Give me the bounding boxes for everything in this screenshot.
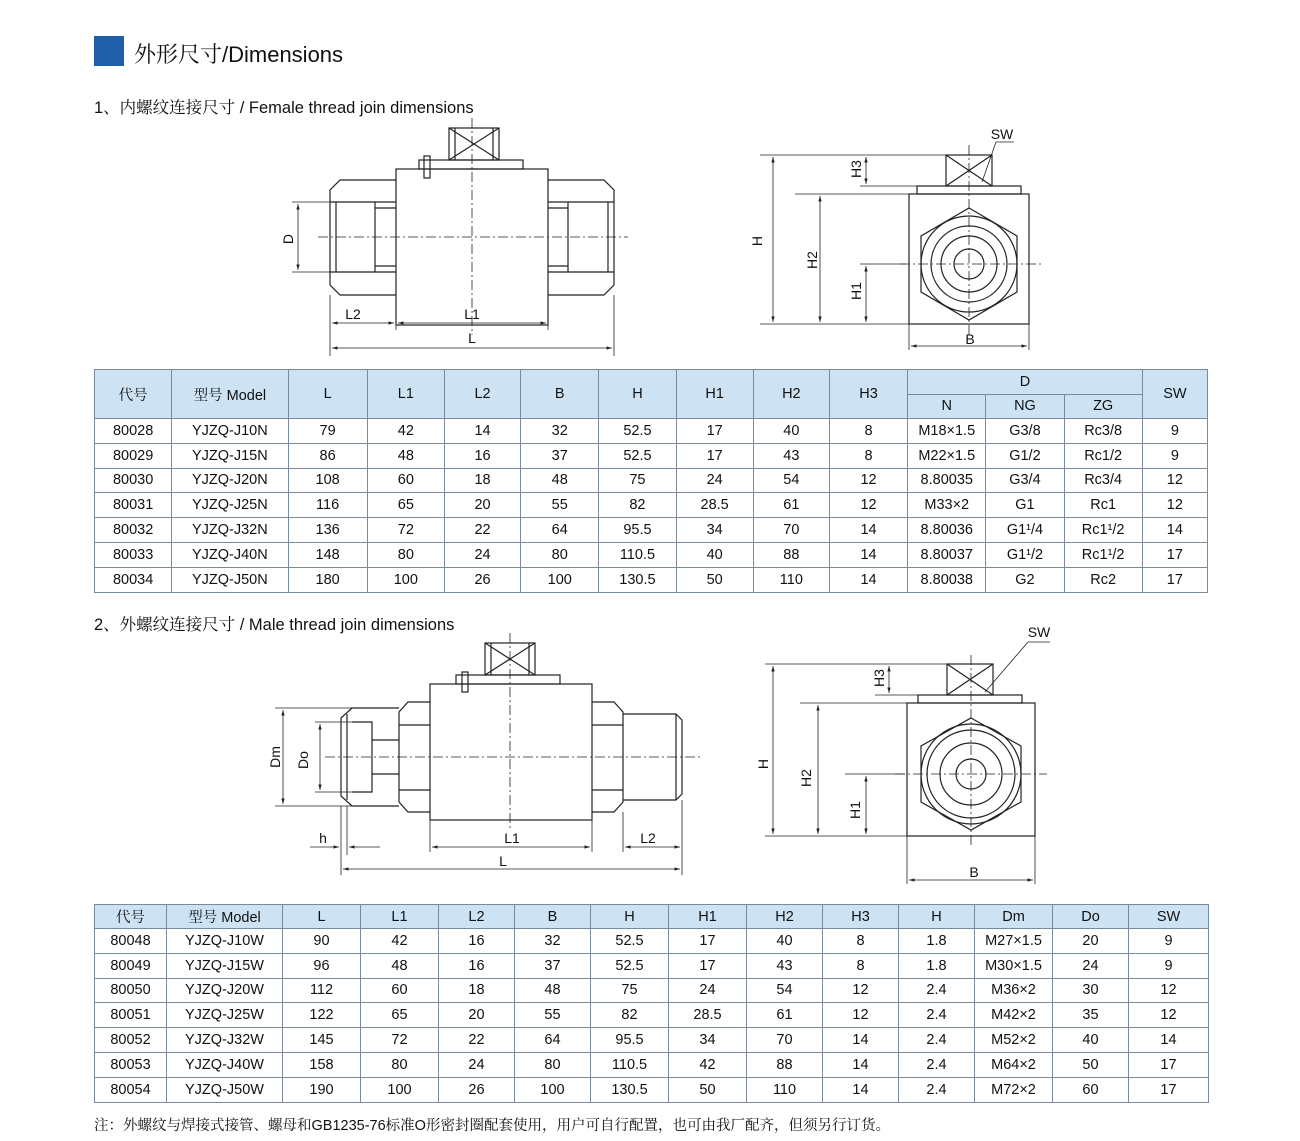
dim-label-H: H: [749, 235, 765, 247]
table-cell: M52×2: [975, 1028, 1053, 1053]
table-cell: 8.80038: [908, 567, 986, 592]
table-cell: 37: [521, 443, 599, 468]
table-cell: 116: [288, 493, 367, 518]
table-cell: 17: [1142, 542, 1207, 567]
table-cell: 24: [444, 542, 520, 567]
table-cell: 108: [288, 468, 367, 493]
table-cell: 64: [521, 518, 599, 543]
col-header: B: [515, 905, 591, 929]
table-cell: G1: [986, 493, 1064, 518]
dim-label-L: L: [499, 853, 507, 869]
table-cell: YJZQ-J40N: [172, 542, 288, 567]
dim-label-L1: L1: [464, 306, 480, 322]
col-header: Dm: [975, 905, 1053, 929]
male-thread-table-header: [95, 905, 1209, 929]
col-header: L2: [444, 370, 520, 419]
table-cell: 70: [753, 518, 829, 543]
sub-col-header: NG: [986, 394, 1064, 419]
table-cell: 110: [747, 1077, 823, 1102]
table-cell: 52.5: [591, 953, 669, 978]
table-cell: 80034: [95, 567, 172, 592]
table-cell: 100: [515, 1077, 591, 1102]
table-cell: 65: [361, 1003, 439, 1028]
dim-label-B: B: [969, 864, 979, 880]
table-cell: M22×1.5: [908, 443, 986, 468]
col-header: 型号 Model: [172, 370, 288, 419]
table-cell: 9: [1129, 929, 1209, 954]
table-cell: 90: [283, 929, 361, 954]
dim-label-B: B: [965, 331, 975, 347]
table-cell: 20: [1053, 929, 1129, 954]
footnote: 注：外螺纹与焊接式接管、螺母和GB1235-76标准O形密封圈配套使用，用户可自行配置，也可由我厂配齐，但须另行订货。: [94, 1118, 890, 1134]
table-cell: G3/8: [986, 419, 1064, 444]
dim-label-D: D: [280, 233, 296, 245]
table-cell: 80051: [95, 1003, 167, 1028]
table-cell: 28.5: [669, 1003, 747, 1028]
table-cell: 54: [747, 978, 823, 1003]
table-cell: Rc3/8: [1064, 419, 1142, 444]
table-cell: 180: [288, 567, 367, 592]
table-cell: Rc1¹/2: [1064, 542, 1142, 567]
table-cell: 32: [515, 929, 591, 954]
table-cell: 28.5: [676, 493, 753, 518]
table-cell: 8.80036: [908, 518, 986, 543]
table-cell: 42: [361, 929, 439, 954]
table-cell: 8.80037: [908, 542, 986, 567]
table-cell: 88: [753, 542, 829, 567]
table-row: [95, 1003, 1209, 1028]
table-cell: G2: [986, 567, 1064, 592]
table-cell: YJZQ-J40W: [167, 1052, 283, 1077]
table-cell: 9: [1129, 953, 1209, 978]
table-cell: 48: [515, 978, 591, 1003]
table-cell: 52.5: [599, 419, 676, 444]
table-cell: 24: [669, 978, 747, 1003]
table-cell: 65: [367, 493, 444, 518]
dim-label-SW: SW: [990, 126, 1014, 142]
table-cell: 48: [367, 443, 444, 468]
page-title: 外形尺寸/Dimensions: [134, 42, 344, 67]
table-row: [95, 1077, 1209, 1102]
table-cell: 2.4: [899, 1028, 975, 1053]
table-cell: 42: [669, 1052, 747, 1077]
table-cell: 110.5: [591, 1052, 669, 1077]
table-cell: 61: [753, 493, 829, 518]
col-header: 代号: [95, 905, 167, 929]
table-cell: G1/2: [986, 443, 1064, 468]
dim-label-L1: L1: [504, 830, 520, 846]
table-cell: 1.8: [899, 953, 975, 978]
table-cell: 43: [747, 953, 823, 978]
col-header: L1: [361, 905, 439, 929]
table-cell: 8.80035: [908, 468, 986, 493]
table-cell: 100: [521, 567, 599, 592]
table-cell: 80031: [95, 493, 172, 518]
table-cell: YJZQ-J20N: [172, 468, 288, 493]
table-cell: G1¹/4: [986, 518, 1064, 543]
table-cell: 17: [669, 929, 747, 954]
table-cell: M64×2: [975, 1052, 1053, 1077]
table-cell: 48: [521, 468, 599, 493]
table-cell: 80029: [95, 443, 172, 468]
table-cell: Rc3/4: [1064, 468, 1142, 493]
section2-title: 2、外螺纹连接尺寸 / Male thread join dimensions: [94, 616, 455, 634]
table-cell: 100: [361, 1077, 439, 1102]
table-cell: YJZQ-J20W: [167, 978, 283, 1003]
table-cell: 12: [1142, 493, 1207, 518]
col-header: H: [899, 905, 975, 929]
table-cell: 96: [283, 953, 361, 978]
dim-label-H1: H1: [848, 282, 864, 300]
table-cell: 60: [367, 468, 444, 493]
male-thread-table-body: [95, 929, 1209, 1103]
col-header: L: [288, 370, 367, 419]
table-cell: 80048: [95, 929, 167, 954]
table-cell: M18×1.5: [908, 419, 986, 444]
table-cell: 40: [676, 542, 753, 567]
table-cell: 72: [367, 518, 444, 543]
table-cell: YJZQ-J10W: [167, 929, 283, 954]
table-cell: 8: [823, 953, 899, 978]
sub-col-header: ZG: [1064, 394, 1142, 419]
table-cell: 17: [1142, 567, 1207, 592]
col-header: Do: [1053, 905, 1129, 929]
table-cell: 2.4: [899, 1052, 975, 1077]
table-cell: 14: [1129, 1028, 1209, 1053]
col-header: H1: [669, 905, 747, 929]
table-cell: 80033: [95, 542, 172, 567]
table-cell: 82: [591, 1003, 669, 1028]
table-cell: 22: [444, 518, 520, 543]
table-cell: M30×1.5: [975, 953, 1053, 978]
table-row: [95, 1028, 1209, 1053]
table-cell: 9: [1142, 419, 1207, 444]
table-cell: 14: [823, 1052, 899, 1077]
col-header: 代号: [95, 370, 172, 419]
table-cell: 17: [676, 419, 753, 444]
table-cell: M36×2: [975, 978, 1053, 1003]
table-cell: 136: [288, 518, 367, 543]
table-cell: 95.5: [599, 518, 676, 543]
table-cell: 54: [753, 468, 829, 493]
table-cell: M27×1.5: [975, 929, 1053, 954]
table-cell: 64: [515, 1028, 591, 1053]
table-cell: 72: [361, 1028, 439, 1053]
table-cell: 80: [515, 1052, 591, 1077]
dim-label-H3: H3: [871, 669, 887, 687]
col-header: SW: [1129, 905, 1209, 929]
table-cell: 34: [669, 1028, 747, 1053]
table-cell: 75: [591, 978, 669, 1003]
table-cell: 17: [1129, 1052, 1209, 1077]
table-cell: 80030: [95, 468, 172, 493]
col-header: L1: [367, 370, 444, 419]
table-cell: 18: [439, 978, 515, 1003]
table-row: [95, 929, 1209, 954]
table-cell: 80054: [95, 1077, 167, 1102]
dim-label-H2: H2: [798, 769, 814, 787]
table-cell: 60: [361, 978, 439, 1003]
table-cell: 18: [444, 468, 520, 493]
table-cell: 80052: [95, 1028, 167, 1053]
table-cell: 12: [1142, 468, 1207, 493]
dim-label-SW: SW: [1027, 624, 1051, 640]
table-cell: YJZQ-J25W: [167, 1003, 283, 1028]
table-cell: 52.5: [591, 929, 669, 954]
table-cell: 95.5: [591, 1028, 669, 1053]
table-cell: 70: [747, 1028, 823, 1053]
table-cell: 17: [676, 443, 753, 468]
table-cell: 12: [1129, 978, 1209, 1003]
col-header: L: [283, 905, 361, 929]
table-cell: YJZQ-J15W: [167, 953, 283, 978]
col-header: H: [599, 370, 676, 419]
table-cell: 52.5: [599, 443, 676, 468]
table-cell: 80032: [95, 518, 172, 543]
table-cell: 37: [515, 953, 591, 978]
table-cell: Rc2: [1064, 567, 1142, 592]
table-cell: 80: [521, 542, 599, 567]
table-cell: 22: [439, 1028, 515, 1053]
col-header: SW: [1142, 370, 1207, 419]
table-cell: 14: [823, 1077, 899, 1102]
table-cell: 14: [823, 1028, 899, 1053]
table-cell: 79: [288, 419, 367, 444]
dim-label-Do: Do: [295, 751, 311, 769]
table-row: [95, 953, 1209, 978]
table-cell: 50: [669, 1077, 747, 1102]
table-cell: 12: [829, 468, 907, 493]
table-cell: 32: [521, 419, 599, 444]
table-cell: YJZQ-J50W: [167, 1077, 283, 1102]
table-cell: G3/4: [986, 468, 1064, 493]
table-cell: 8: [829, 419, 907, 444]
table-cell: 8: [823, 929, 899, 954]
table-cell: 80053: [95, 1052, 167, 1077]
dim-label-H1: H1: [847, 801, 863, 819]
table-cell: 2.4: [899, 1077, 975, 1102]
table-cell: 34: [676, 518, 753, 543]
table-cell: 112: [283, 978, 361, 1003]
table-cell: 190: [283, 1077, 361, 1102]
table-cell: 26: [439, 1077, 515, 1102]
table-cell: 12: [823, 978, 899, 1003]
table-cell: 16: [439, 929, 515, 954]
table-cell: 14: [829, 542, 907, 567]
table-cell: YJZQ-J32N: [172, 518, 288, 543]
table-cell: 24: [1053, 953, 1129, 978]
table-cell: 16: [439, 953, 515, 978]
table-cell: 80: [361, 1052, 439, 1077]
table-cell: 12: [823, 1003, 899, 1028]
table-cell: 40: [1053, 1028, 1129, 1053]
table-cell: 8: [829, 443, 907, 468]
dim-label-H: H: [755, 758, 771, 770]
table-cell: 16: [444, 443, 520, 468]
table-cell: 2.4: [899, 1003, 975, 1028]
col-header: L2: [439, 905, 515, 929]
table-cell: 130.5: [591, 1077, 669, 1102]
col-header: H1: [676, 370, 753, 419]
table-cell: Rc1: [1064, 493, 1142, 518]
table-cell: 35: [1053, 1003, 1129, 1028]
table-cell: 110: [753, 567, 829, 592]
table-cell: 148: [288, 542, 367, 567]
table-cell: 145: [283, 1028, 361, 1053]
table-cell: 20: [444, 493, 520, 518]
col-header: 型号 Model: [167, 905, 283, 929]
table-cell: 100: [367, 567, 444, 592]
table-cell: 80: [367, 542, 444, 567]
table-cell: YJZQ-J32W: [167, 1028, 283, 1053]
table-cell: 48: [361, 953, 439, 978]
male-thread-table: [94, 904, 1209, 1103]
table-cell: 80028: [95, 419, 172, 444]
table-cell: 50: [676, 567, 753, 592]
col-header: H2: [753, 370, 829, 419]
dim-label-L2: L2: [640, 830, 656, 846]
table-cell: Rc1/2: [1064, 443, 1142, 468]
table-cell: 43: [753, 443, 829, 468]
table-cell: 55: [521, 493, 599, 518]
table-cell: Rc1¹/2: [1064, 518, 1142, 543]
table-cell: 14: [829, 518, 907, 543]
table-cell: M72×2: [975, 1077, 1053, 1102]
table-cell: 88: [747, 1052, 823, 1077]
table-cell: 158: [283, 1052, 361, 1077]
table-cell: 50: [1053, 1052, 1129, 1077]
table-row: [95, 1052, 1209, 1077]
dim-label-H2: H2: [804, 251, 820, 269]
table-cell: 122: [283, 1003, 361, 1028]
table-cell: YJZQ-J25N: [172, 493, 288, 518]
table-cell: 1.8: [899, 929, 975, 954]
table-cell: 55: [515, 1003, 591, 1028]
table-row: [95, 978, 1209, 1003]
table-cell: 80050: [95, 978, 167, 1003]
table-cell: 26: [444, 567, 520, 592]
table-cell: 40: [753, 419, 829, 444]
table-cell: G1¹/2: [986, 542, 1064, 567]
section1-title: 1、内螺纹连接尺寸 / Female thread join dimensions: [94, 99, 474, 117]
table-cell: 17: [669, 953, 747, 978]
col-header-group: D: [908, 370, 1143, 395]
col-header: H2: [747, 905, 823, 929]
table-cell: 14: [1142, 518, 1207, 543]
table-cell: 75: [599, 468, 676, 493]
table-cell: 14: [444, 419, 520, 444]
dim-label-Dm: Dm: [267, 746, 283, 768]
table-cell: 17: [1129, 1077, 1209, 1102]
table-cell: 24: [439, 1052, 515, 1077]
table-cell: M33×2: [908, 493, 986, 518]
table-cell: 9: [1142, 443, 1207, 468]
table-cell: 130.5: [599, 567, 676, 592]
dim-label-H3: H3: [848, 160, 864, 178]
col-header: H: [591, 905, 669, 929]
table-cell: 12: [1129, 1003, 1209, 1028]
table-cell: YJZQ-J15N: [172, 443, 288, 468]
dim-label-L2: L2: [345, 306, 361, 322]
front-view-male: [341, 643, 682, 820]
table-cell: 82: [599, 493, 676, 518]
dim-label-L: L: [468, 330, 476, 346]
sub-col-header: N: [908, 394, 986, 419]
col-header: B: [521, 370, 599, 419]
table-cell: 40: [747, 929, 823, 954]
table-cell: 42: [367, 419, 444, 444]
table-cell: YJZQ-J50N: [172, 567, 288, 592]
dim-label-h: h: [319, 830, 327, 846]
table-cell: 110.5: [599, 542, 676, 567]
table-cell: 20: [439, 1003, 515, 1028]
col-header: H3: [823, 905, 899, 929]
table-cell: YJZQ-J10N: [172, 419, 288, 444]
table-cell: 12: [829, 493, 907, 518]
table-cell: 61: [747, 1003, 823, 1028]
table-cell: 60: [1053, 1077, 1129, 1102]
table-cell: M42×2: [975, 1003, 1053, 1028]
col-header: H3: [829, 370, 907, 419]
table-cell: 80049: [95, 953, 167, 978]
table-cell: 86: [288, 443, 367, 468]
table-cell: 14: [829, 567, 907, 592]
table-cell: 2.4: [899, 978, 975, 1003]
table-cell: 30: [1053, 978, 1129, 1003]
table-cell: 24: [676, 468, 753, 493]
